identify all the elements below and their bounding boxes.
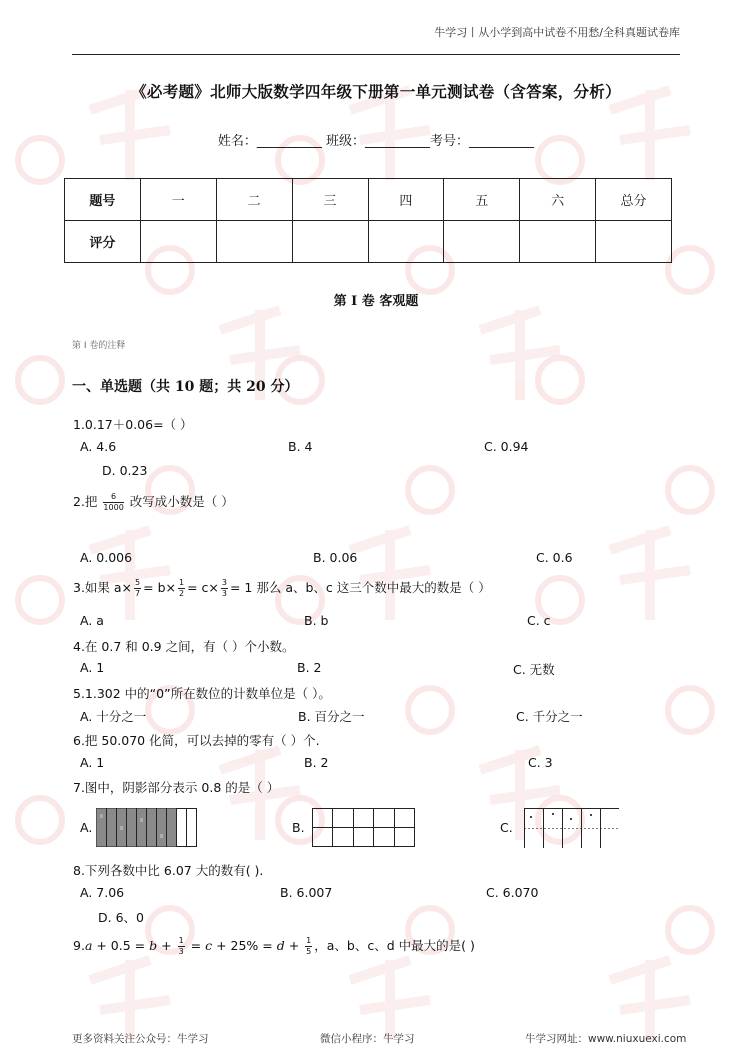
fraction-numerator: 3 bbox=[221, 578, 227, 587]
header-text: 牛学习丨从小学到高中试卷不用愁/全科真题试卷库 bbox=[434, 26, 680, 39]
question-8-stem: 8.下列各数中比 6.07 大的数有( ). bbox=[73, 863, 264, 878]
fraction-denominator: 5 bbox=[306, 947, 312, 956]
fraction-denominator: 3 bbox=[221, 589, 227, 598]
question-2-stem-post: 改写成小数是（ ） bbox=[129, 494, 234, 509]
question-5-option-b: B. 百分之一 bbox=[298, 709, 365, 724]
fraction-denominator: 3 bbox=[178, 947, 184, 956]
fraction-denominator: 1000 bbox=[103, 503, 124, 512]
question-7-figure-b bbox=[312, 808, 416, 848]
question-7-figure-a bbox=[96, 808, 198, 848]
footer-right: 牛学习网址：www.niuxuexi.com bbox=[525, 1033, 687, 1045]
score-cell bbox=[444, 221, 520, 263]
question-4-stem: 4.在 0.7 和 0.9 之间，有（ ）个小数。 bbox=[73, 639, 295, 654]
header-divider bbox=[72, 54, 680, 55]
question-5-stem: 5.1.302 中的“0”所在数位的计数单位是（ ）。 bbox=[73, 686, 331, 701]
page-title: 《必考题》北师大版数学四年级下册第一单元测试卷（含答案，分析） bbox=[131, 82, 621, 101]
score-table-header: 六 bbox=[520, 179, 596, 221]
question-9-fraction-2 bbox=[305, 937, 312, 956]
question-3-option-c: C. c bbox=[527, 613, 551, 628]
score-table bbox=[64, 178, 672, 263]
question-9-part5: + 25% = bbox=[212, 938, 277, 953]
variable-d: d bbox=[276, 938, 285, 953]
question-6-option-a: A. 1 bbox=[80, 755, 105, 770]
score-cell bbox=[368, 221, 444, 263]
question-3-part1: 3.如果 a× bbox=[73, 580, 133, 595]
question-2-fraction bbox=[103, 493, 123, 512]
question-2-option-a: A. 0.006 bbox=[80, 550, 133, 565]
fraction-numerator: 1 bbox=[306, 936, 312, 945]
variable-a: a bbox=[84, 938, 93, 953]
question-9-part4: = bbox=[186, 938, 206, 953]
score-cell bbox=[520, 221, 596, 263]
question-9-part2: + 0.5 = bbox=[92, 938, 150, 953]
question-7-figure-c bbox=[524, 808, 620, 850]
score-cell bbox=[292, 221, 368, 263]
question-1-option-d: D. 0.23 bbox=[102, 463, 148, 478]
question-2-stem-pre: 2.把 bbox=[73, 494, 98, 509]
footer-center: 微信小程序：牛学习 bbox=[320, 1033, 415, 1045]
question-2-option-b: B. 0.06 bbox=[313, 550, 358, 565]
question-3-option-b: B. b bbox=[304, 613, 329, 628]
question-3-part4: = 1 那么 a、b、c 这三个数中最大的数是（ ） bbox=[229, 580, 491, 595]
question-2-stem bbox=[73, 492, 234, 512]
question-3-fraction-1 bbox=[134, 579, 141, 598]
score-table-header-row bbox=[65, 179, 672, 221]
question-7-stem: 7.图中，阴影部分表示 0.8 的是（ ） bbox=[73, 780, 280, 795]
question-7-option-b: B. bbox=[292, 820, 305, 835]
question-6-option-c: C. 3 bbox=[528, 755, 553, 770]
footer-left: 更多资料关注公众号：牛学习 bbox=[72, 1033, 209, 1045]
variable-b: b bbox=[149, 938, 158, 953]
question-1-option-c: C. 0.94 bbox=[484, 439, 529, 454]
question-8-option-a: A. 7.06 bbox=[80, 885, 125, 900]
score-table-row2-label: 评分 bbox=[65, 221, 141, 263]
question-9-part7: ，a、b、c、d 中最大的是( ) bbox=[314, 938, 475, 953]
score-table-header: 总分 bbox=[596, 179, 672, 221]
volume-heading: 第 I 卷 客观题 bbox=[333, 294, 419, 309]
question-9-stem bbox=[73, 936, 475, 956]
student-info-line: 姓名：__________ 班级：__________考号：__________ bbox=[217, 134, 535, 149]
question-6-option-b: B. 2 bbox=[304, 755, 329, 770]
question-5-option-a: A. 十分之一 bbox=[80, 709, 147, 724]
question-8-option-d: D. 6、0 bbox=[98, 910, 144, 925]
volume-note: 第 I 卷的注释 bbox=[72, 341, 126, 351]
question-3-part3: = c× bbox=[187, 580, 219, 595]
question-7-option-c: C. bbox=[500, 820, 513, 835]
question-8-option-c: C. 6.070 bbox=[486, 885, 539, 900]
fraction-denominator: 2 bbox=[179, 589, 185, 598]
question-3-stem bbox=[73, 578, 491, 598]
question-4-option-c: C. 无数 bbox=[513, 662, 555, 677]
question-4-option-a: A. 1 bbox=[80, 660, 105, 675]
question-1-stem: 1.0.17＋0.06=（ ） bbox=[73, 417, 193, 432]
question-5-option-c: C. 千分之一 bbox=[516, 709, 583, 724]
fraction-numerator: 1 bbox=[179, 578, 185, 587]
score-cell bbox=[140, 221, 216, 263]
fraction-denominator: 7 bbox=[135, 589, 141, 598]
question-2-option-c: C. 0.6 bbox=[536, 550, 573, 565]
question-3-part2: = b× bbox=[143, 580, 176, 595]
question-3-option-a: A. a bbox=[80, 613, 104, 628]
score-table-row1-label: 题号 bbox=[65, 179, 141, 221]
score-table-header: 三 bbox=[292, 179, 368, 221]
question-3-fraction-2 bbox=[178, 579, 185, 598]
fraction-numerator: 1 bbox=[178, 936, 184, 945]
question-3-fraction-3 bbox=[221, 579, 228, 598]
score-table-score-row bbox=[65, 221, 672, 263]
question-1-option-a: A. 4.6 bbox=[80, 439, 117, 454]
score-table-header: 五 bbox=[444, 179, 520, 221]
question-9-fraction-1 bbox=[178, 937, 185, 956]
question-9-part3: + bbox=[157, 938, 176, 953]
question-4-option-b: B. 2 bbox=[297, 660, 322, 675]
variable-c: c bbox=[205, 938, 213, 953]
score-cell bbox=[216, 221, 292, 263]
question-8-option-b: B. 6.007 bbox=[280, 885, 333, 900]
section-heading: 一、单选题（共 10 题；共 20 分） bbox=[72, 379, 299, 395]
fraction-numerator: 5 bbox=[135, 578, 141, 587]
question-9-part1: 9. bbox=[73, 938, 85, 953]
question-6-stem: 6.把 50.070 化简，可以去掉的零有（ ）个. bbox=[73, 733, 320, 748]
question-9-part6: + bbox=[284, 938, 304, 953]
score-table-header: 二 bbox=[216, 179, 292, 221]
score-table-header: 一 bbox=[140, 179, 216, 221]
score-table-header: 四 bbox=[368, 179, 444, 221]
score-cell bbox=[596, 221, 672, 263]
question-7-option-a: A. bbox=[80, 820, 93, 835]
question-1-option-b: B. 4 bbox=[288, 439, 313, 454]
fraction-numerator: 6 bbox=[103, 493, 123, 503]
